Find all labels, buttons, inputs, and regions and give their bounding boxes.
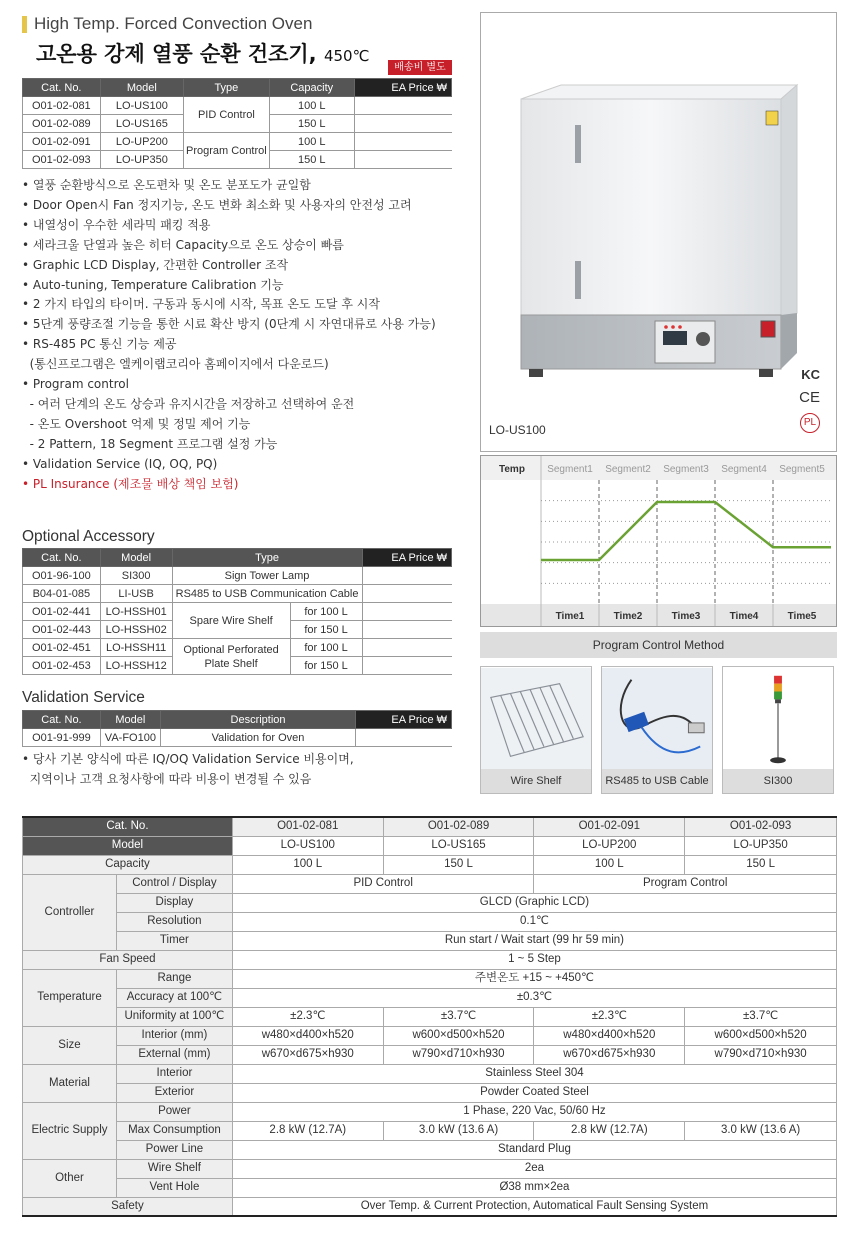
spec-value: 2ea (232, 1159, 836, 1178)
spec-group-other: Other (23, 1159, 117, 1197)
cell-cat: O01-02-441 (23, 603, 101, 621)
spec-value: 주변온도 +15 ~ +450℃ (232, 969, 836, 988)
feature-item: • 2 가지 타입의 타이머. 구동과 동시에 시작, 목표 온도 도달 후 시작 (22, 297, 380, 312)
cell-cat: O01-02-093 (23, 151, 101, 169)
usb-cable-image (602, 667, 712, 771)
chart-time-label: Time5 (787, 611, 817, 622)
spec-value: 3.0 kW (13.6 A) (383, 1121, 534, 1140)
col-price: EA Price ₩ (362, 549, 451, 567)
spec-cat-1: O01-02-081 (232, 817, 383, 836)
cell-price (354, 151, 451, 169)
cell-price (354, 97, 451, 115)
spec-cat-label: Cat. No. (23, 817, 233, 836)
col-type: Type (172, 549, 362, 567)
feature-item: • RS-485 PC 통신 기능 제공 (22, 337, 177, 352)
spec-sub-label: Max Consumption (116, 1121, 232, 1140)
product-table-header (23, 79, 452, 97)
shipping-badge: 배송비 별도 (388, 60, 452, 75)
ce-mark-icon: CE (799, 389, 820, 406)
spec-model-4: LO-UP350 (685, 836, 837, 855)
table-row (23, 585, 452, 603)
chart-segment-label: Segment1 (547, 464, 593, 475)
product-photo (480, 12, 837, 452)
feature-item: • 세라크울 단열과 높은 히터 Capacity으로 온도 상승이 빠름 (22, 237, 344, 252)
spec-capacity-label: Capacity (23, 855, 233, 874)
validation-note-2: 지역이나 고객 요청사항에 따라 비용이 변경될 수 있음 (22, 771, 312, 786)
spec-row (23, 874, 837, 893)
spec-sub-label: Exterior (116, 1083, 232, 1102)
cell-price (362, 621, 451, 639)
chart-time-label: Time1 (555, 611, 585, 622)
spec-model-3: LO-UP200 (534, 836, 685, 855)
spec-model-2: LO-US165 (383, 836, 534, 855)
feature-item: • Graphic LCD Display, 간편한 Controller 조작 (22, 257, 289, 272)
chart-profile-line (541, 502, 831, 560)
cell-type: PID Control (184, 97, 270, 133)
spec-row (23, 1178, 837, 1197)
oven-illustration (481, 13, 838, 453)
cell-model: LO-HSSH01 (100, 603, 172, 621)
spec-row (23, 988, 837, 1007)
spec-sub-label: External (mm) (116, 1045, 232, 1064)
spec-row (23, 1121, 837, 1140)
title-en: High Temp. Forced Convection Oven (22, 14, 312, 34)
spec-sub-label: Wire Shelf (116, 1159, 232, 1178)
spec-value: w670×d675×h930 (232, 1045, 383, 1064)
col-model: Model (100, 549, 172, 567)
spec-value: w790×d710×h930 (383, 1045, 534, 1064)
validation-header (23, 711, 452, 729)
feature-item: • 5단계 풍량조절 기능을 통한 시료 확산 방지 (0단계 시 자연대류로 사용 가능) (22, 317, 436, 332)
spec-row-cat (23, 817, 837, 836)
cell-sub: for 150 L (290, 657, 362, 675)
accessory-header (23, 549, 452, 567)
spec-row (23, 950, 837, 969)
program-chart (480, 455, 837, 627)
spec-value: Stainless Steel 304 (232, 1064, 836, 1083)
spec-value: w670×d675×h930 (534, 1045, 685, 1064)
accessory-table (22, 548, 452, 675)
cell-model: LI-USB (100, 585, 172, 603)
thumb-si300 (722, 666, 834, 794)
feature-list (22, 176, 462, 495)
validation-note (22, 750, 354, 789)
cell-price (362, 567, 451, 585)
perforated-line-2: Plate Shelf (204, 657, 258, 670)
thumb-caption: RS485 to USB Cable (602, 769, 712, 793)
spec-value: 0.1℃ (232, 912, 836, 931)
col-model: Model (100, 711, 160, 729)
program-chart-svg (481, 456, 836, 626)
feature-item: • Door Open시 Fan 정지기능, 온도 변화 최소화 및 사용자의 안전성 고려 (22, 197, 412, 212)
chart-time-label: Time4 (729, 611, 759, 622)
chart-segment-label: Segment5 (779, 464, 825, 475)
spec-row (23, 931, 837, 950)
spec-sub-label: Display (116, 893, 232, 912)
validation-table (22, 710, 452, 747)
spec-group-size: Size (23, 1026, 117, 1064)
table-row (23, 729, 452, 747)
table-row (23, 567, 452, 585)
validation-note-1: • 당사 기본 양식에 따른 IQ/OQ Validation Service 비용이며, (22, 752, 354, 766)
thumb-usb-cable (601, 666, 713, 794)
cell-model: LO-HSSH02 (100, 621, 172, 639)
chart-time-label: Time2 (613, 611, 643, 622)
cell-model: LO-US165 (100, 115, 183, 133)
cell-price (362, 585, 451, 603)
cell-cat: O01-91-999 (23, 729, 101, 747)
spec-sub-label: Interior (116, 1064, 232, 1083)
spec-cat-2: O01-02-089 (383, 817, 534, 836)
cell-type: Spare Wire Shelf (172, 603, 290, 639)
spec-sub-label: Power Line (116, 1140, 232, 1159)
spec-row (23, 1064, 837, 1083)
cell-price (362, 603, 451, 621)
feature-item: • Auto-tuning, Temperature Calibration 기능 (22, 277, 284, 292)
spec-value: Powder Coated Steel (232, 1083, 836, 1102)
spec-value: Over Temp. & Current Protection, Automatical Fault Sensing System (232, 1197, 836, 1216)
spec-group-electric: Electric Supply (23, 1102, 117, 1159)
col-type: Type (184, 79, 270, 97)
spec-value: ±0.3℃ (232, 988, 836, 1007)
spec-model-label: Model (23, 836, 233, 855)
spec-sub-label: Accuracy at 100℃ (116, 988, 232, 1007)
cell-sub: for 100 L (290, 639, 362, 657)
feature-item: - 온도 Overshoot 억제 및 정밀 제어 기능 (22, 416, 251, 431)
feature-item: • Program control (22, 377, 129, 392)
spec-value: Standard Plug (232, 1140, 836, 1159)
col-model: Model (100, 79, 183, 97)
spec-row (23, 1007, 837, 1026)
spec-capacity-4: 150 L (685, 855, 837, 874)
spec-sub-label: Range (116, 969, 232, 988)
spec-value: ±3.7℃ (383, 1007, 534, 1026)
feature-item: - 2 Pattern, 18 Segment 프로그램 설정 가능 (22, 436, 278, 451)
spec-value: w790×d710×h930 (685, 1045, 837, 1064)
cell-capacity: 100 L (269, 133, 354, 151)
title-temp: 450℃ (323, 47, 370, 65)
spec-row (23, 912, 837, 931)
spec-sub-label: Vent Hole (116, 1178, 232, 1197)
table-row (23, 133, 452, 151)
spec-value: 1 Phase, 220 Vac, 50/60 Hz (232, 1102, 836, 1121)
spec-row (23, 1045, 837, 1064)
pl-suffix: (제조물 배상 책임 보험) (109, 476, 239, 491)
feature-item: - 여러 단계의 온도 상승과 유지시간을 저장하고 선택하여 운전 (22, 396, 355, 411)
spec-value: w600×d500×h520 (383, 1026, 534, 1045)
feature-item: • Validation Service (IQ, OQ, PQ) (22, 456, 218, 471)
col-cat: Cat. No. (23, 549, 101, 567)
spec-table (22, 816, 837, 1217)
spec-value: ±2.3℃ (534, 1007, 685, 1026)
validation-title: Validation Service (22, 689, 145, 706)
thumb-caption: SI300 (723, 769, 833, 793)
col-cat: Cat. No. (23, 79, 101, 97)
cell-model: LO-UP350 (100, 151, 183, 169)
table-row (23, 97, 452, 115)
cell-model: LO-HSSH11 (100, 639, 172, 657)
cell-model: LO-US100 (100, 97, 183, 115)
chart-segment-label: Segment2 (605, 464, 651, 475)
spec-group-controller: Controller (23, 874, 117, 950)
product-table (22, 78, 452, 169)
spec-group-temperature: Temperature (23, 969, 117, 1026)
cell-cat: O01-02-453 (23, 657, 101, 675)
cell-model: SI300 (100, 567, 172, 585)
spec-capacity-2: 150 L (383, 855, 534, 874)
cell-type: RS485 to USB Communication Cable (172, 585, 362, 603)
title-ko (36, 38, 369, 68)
spec-fan-label: Fan Speed (23, 950, 233, 969)
cell-cat: B04-01-085 (23, 585, 101, 603)
spec-value: 1 ~ 5 Step (232, 950, 836, 969)
feature-item: • 열풍 순환방식으로 온도편차 및 온도 분포도가 균일함 (22, 178, 311, 192)
spec-sub-label: Control / Display (116, 874, 232, 893)
spec-row (23, 969, 837, 988)
spec-cat-4: O01-02-093 (685, 817, 837, 836)
chart-segment-label: Segment4 (721, 464, 767, 475)
cell-capacity: 150 L (269, 115, 354, 133)
spec-value: ±2.3℃ (232, 1007, 383, 1026)
spec-value: w480×d400×h520 (534, 1026, 685, 1045)
thumb-caption: Wire Shelf (481, 769, 591, 793)
cell-cat: O01-02-451 (23, 639, 101, 657)
spec-group-material: Material (23, 1064, 117, 1102)
spec-value: w600×d500×h520 (685, 1026, 837, 1045)
spec-value: w480×d400×h520 (232, 1026, 383, 1045)
spec-row (23, 893, 837, 912)
spec-cat-3: O01-02-091 (534, 817, 685, 836)
cell-price (362, 657, 451, 675)
feature-item: • 내열성이 우수한 세라믹 패킹 적용 (22, 217, 211, 232)
cell-type: Program Control (184, 133, 270, 169)
chart-segment-label: Segment3 (663, 464, 709, 475)
cell-cat: O01-96-100 (23, 567, 101, 585)
spec-value: 2.8 kW (12.7A) (232, 1121, 383, 1140)
spec-row (23, 1140, 837, 1159)
perforated-line-1: Optional Perforated (183, 643, 279, 656)
spec-row (23, 1102, 837, 1121)
spec-value: Run start / Wait start (99 hr 59 min) (232, 931, 836, 950)
cell-cat: O01-02-081 (23, 97, 101, 115)
spec-capacity-1: 100 L (232, 855, 383, 874)
cell-model: LO-HSSH12 (100, 657, 172, 675)
spec-value: ±3.7℃ (685, 1007, 837, 1026)
cell-cat: O01-02-089 (23, 115, 101, 133)
col-desc: Description (160, 711, 355, 729)
chart-caption: Program Control Method (480, 632, 837, 658)
cell-type: Sign Tower Lamp (172, 567, 362, 585)
spec-value: PID Control (232, 874, 534, 893)
spec-value: GLCD (Graphic LCD) (232, 893, 836, 912)
chart-footer-band (481, 604, 836, 626)
chart-ylabel: Temp (499, 464, 525, 475)
feature-item: (통신프로그램은 엘케이랩코리아 홈페이지에서 다운로드) (22, 357, 329, 372)
table-row (23, 639, 452, 657)
kc-mark-icon: KC (801, 367, 820, 382)
spec-row (23, 1026, 837, 1045)
cell-capacity: 100 L (269, 97, 354, 115)
wire-shelf-image (481, 667, 591, 771)
spec-capacity-3: 100 L (534, 855, 685, 874)
col-capacity: Capacity (269, 79, 354, 97)
spec-sub-label: Uniformity at 100℃ (116, 1007, 232, 1026)
cell-type (172, 639, 290, 675)
spec-row (23, 1159, 837, 1178)
tower-lamp-image (723, 667, 833, 771)
cell-price (354, 133, 451, 151)
chart-time-label: Time3 (671, 611, 701, 622)
spec-row (23, 1197, 837, 1216)
spec-model-1: LO-US100 (232, 836, 383, 855)
spec-sub-label: Timer (116, 931, 232, 950)
pl-prefix: • PL Insurance (22, 476, 110, 491)
col-cat: Cat. No. (23, 711, 101, 729)
thumb-wire-shelf (480, 666, 592, 794)
spec-sub-label: Interior (mm) (116, 1026, 232, 1045)
photo-caption: LO-US100 (489, 423, 546, 437)
cell-price (356, 729, 452, 747)
spec-value: 3.0 kW (13.6 A) (685, 1121, 837, 1140)
col-price: EA Price ₩ (354, 79, 451, 97)
cell-cat: O01-02-443 (23, 621, 101, 639)
spec-row-model (23, 836, 837, 855)
cell-cat: O01-02-091 (23, 133, 101, 151)
cell-desc: Validation for Oven (160, 729, 355, 747)
cell-sub: for 100 L (290, 603, 362, 621)
accessory-title: Optional Accessory (22, 528, 155, 545)
title-ko-text: 고온용 강제 열풍 순환 건조기, (36, 42, 317, 66)
cell-price (354, 115, 451, 133)
spec-value: 2.8 kW (12.7A) (534, 1121, 685, 1140)
cell-capacity: 150 L (269, 151, 354, 169)
spec-safety-label: Safety (23, 1197, 233, 1216)
cell-sub: for 150 L (290, 621, 362, 639)
pl-mark-icon: PL (800, 413, 820, 433)
spec-value: Program Control (534, 874, 837, 893)
col-price: EA Price ₩ (356, 711, 452, 729)
cell-model: LO-UP200 (100, 133, 183, 151)
spec-row-capacity (23, 855, 837, 874)
cell-price (362, 639, 451, 657)
feature-item-pl (22, 475, 462, 495)
spec-sub-label: Power (116, 1102, 232, 1121)
cell-model: VA-FO100 (100, 729, 160, 747)
table-row (23, 603, 452, 621)
spec-sub-label: Resolution (116, 912, 232, 931)
spec-row (23, 1083, 837, 1102)
spec-value: Ø38 mm×2ea (232, 1178, 836, 1197)
